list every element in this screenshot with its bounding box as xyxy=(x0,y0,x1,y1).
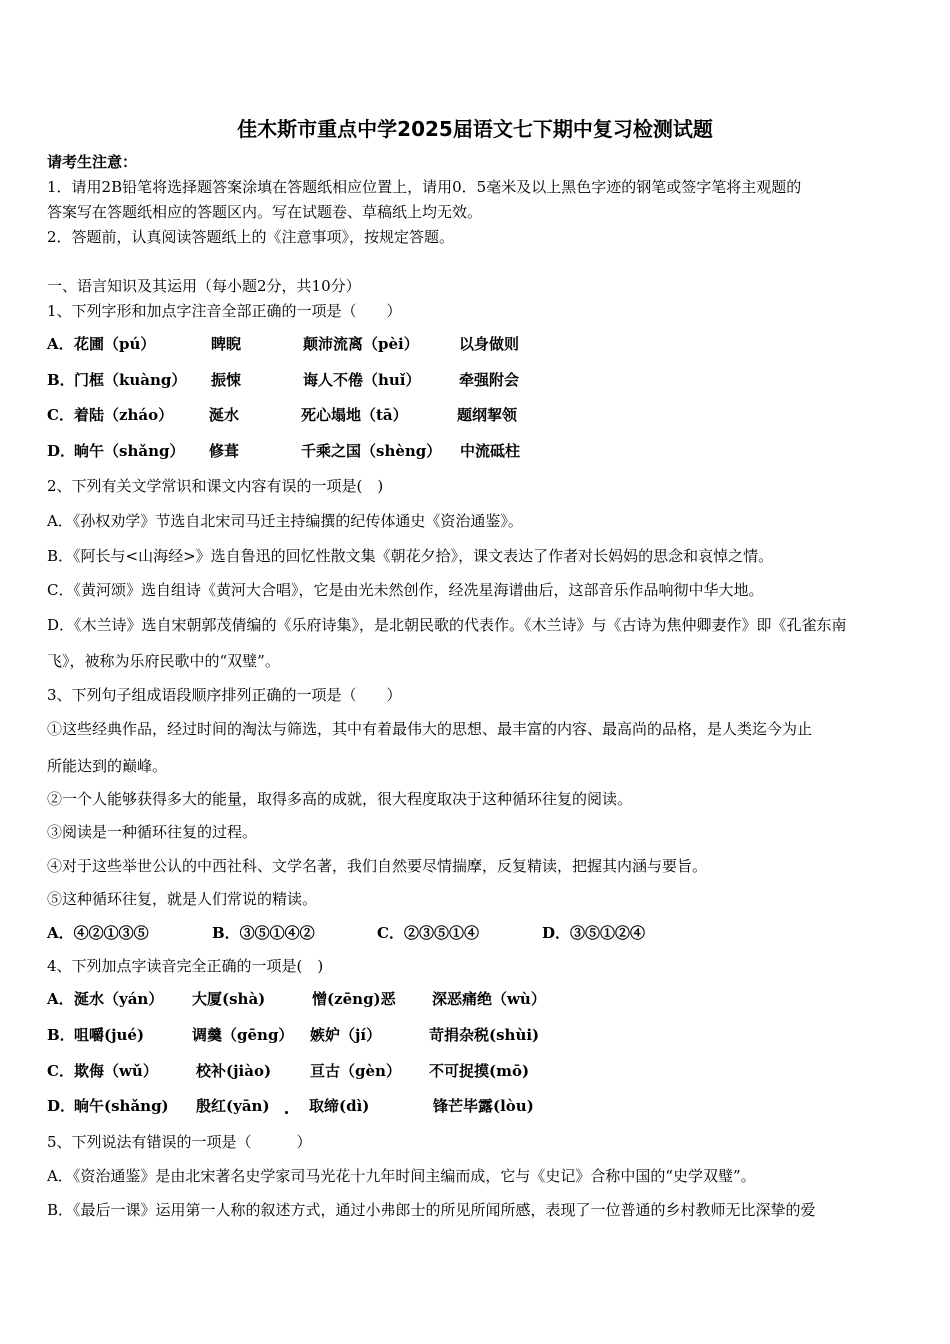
option-term: 憎(zēng)恶 xyxy=(312,990,396,1008)
option-term: 门框（kuàng） xyxy=(74,371,187,389)
sentence: 所能达到的巅峰。 xyxy=(47,757,168,775)
option-term: 亘古（gèn） xyxy=(310,1062,401,1080)
option-term: 中流砥柱 xyxy=(460,442,521,460)
option-text: 飞》，被称为乐府民歌中的“双璧”。 xyxy=(47,652,280,670)
option-term: 深恶痛绝（wù） xyxy=(432,990,546,1008)
option-term: 颠沛流离（pèi） xyxy=(303,335,419,353)
question-stem: 1、下列字形和加点字注音全部正确的一项是（ ） xyxy=(47,302,402,320)
option-term: 欺侮（wǔ） xyxy=(74,1062,158,1080)
option-choice: A．④②①③⑤ xyxy=(47,924,149,942)
option-term: 晌午（shǎng） xyxy=(74,442,185,460)
option-text: A．《资治通鉴》是由北宋著名史学家司马光花十九年时间主编而成，它与《史记》合称中国的“史学双璧”。 xyxy=(47,1167,756,1185)
option-term: 晌午(shǎng) xyxy=(74,1097,169,1115)
option-term: 千乘之国（shèng） xyxy=(301,442,442,460)
option-term: 取缔(dì) xyxy=(309,1097,370,1115)
option-text: C．《黄河颂》选自组诗《黄河大合唱》，它是由光未然创作，经冼星海谱曲后，这部音乐作品响彻中华大地。 xyxy=(47,581,764,599)
sentence: ④对于这些举世公认的中西社科、文学名著，我们自然要尽情揣摩，反复精读，把握其内涵与要旨。 xyxy=(47,857,708,875)
option-term: 死心塌地（tā） xyxy=(301,406,408,424)
option-label: D． xyxy=(47,442,76,460)
option-term: 着陆（zháo） xyxy=(74,406,174,424)
option-text: B．《最后一课》运用第一人称的叙述方式，通过小弗郎士的所见所闻所感，表现了一位普通的乡村教师无比深挚的爱 xyxy=(47,1201,816,1219)
option-label: B． xyxy=(47,371,75,389)
option-term: 调羹（gēng） xyxy=(192,1026,294,1044)
option-label: A． xyxy=(47,990,74,1008)
option-label: C． xyxy=(47,406,74,424)
question-stem: 5、下列说法有错误的一项是（ ） xyxy=(47,1133,312,1151)
section-heading: 一、语言知识及其运用（每小题2分，共10分） xyxy=(47,277,361,295)
sentence: ②一个人能够获得多大的能量，取得多高的成就，很大程度取决于这种循环往复的阅读。 xyxy=(47,790,633,808)
option-term: 不可捉摸(mō) xyxy=(429,1062,530,1080)
option-term: 涎水 xyxy=(209,406,240,424)
option-term: 修葺 xyxy=(209,442,240,460)
option-label: A． xyxy=(47,335,74,353)
notice-heading: 请考生注意： xyxy=(47,153,138,171)
option-term: 涎水（yán） xyxy=(74,990,164,1008)
option-term: 振悚 xyxy=(211,371,242,389)
option-term: 花圃（pú） xyxy=(74,335,156,353)
option-text: A．《孙权劝学》节选自北宋司马迁主持编撰的纪传体通史《资治通鉴》。 xyxy=(47,512,523,530)
notice-line: 1．请用2B铅笔将选择题答案涂填在答题纸相应位置上，请用0．5毫米及以上黑色字迹的钢笔或签字笔将主观题的 xyxy=(47,178,802,196)
option-label: B． xyxy=(47,1026,75,1044)
option-term: 锋芒毕露(lòu) xyxy=(433,1097,534,1115)
option-term: 诲人不倦（huǐ） xyxy=(303,371,421,389)
sentence: ①这些经典作品，经过时间的淘汰与筛选，其中有着最伟大的思想、最丰富的内容、最高尚的品格，是人类迄今为止 xyxy=(47,720,813,738)
option-term: 嫉妒（jí） xyxy=(310,1026,382,1044)
option-text: D．《木兰诗》选自宋朝郭茂倩编的《乐府诗集》，是北朝民歌的代表作。《木兰诗》与《古诗为焦仲卿妻作》即《孔雀东南 xyxy=(47,616,847,634)
option-label: D． xyxy=(47,1097,76,1115)
option-term: 校补(jiào) xyxy=(196,1062,272,1080)
option-label: C． xyxy=(47,1062,74,1080)
option-term: 题纲挈领 xyxy=(457,406,518,424)
sentence: ⑤这种循环往复，就是人们常说的精读。 xyxy=(47,890,318,908)
option-text: B．《阿长与<山海经>》选自鲁迅的回忆性散文集《朝花夕拾》，课文表达了作者对长妈妈的思念和哀悼之情。 xyxy=(47,547,774,565)
option-term: 以身做则 xyxy=(459,335,520,353)
option-term: 苛捐杂税(shùi) xyxy=(429,1026,540,1044)
option-term: 牵强附会 xyxy=(459,371,520,389)
question-stem: 2、下列有关文学常识和课文内容有误的一项是( ) xyxy=(47,477,384,495)
option-choice: C．②③⑤①④ xyxy=(377,924,479,942)
emphasis-dot xyxy=(285,1111,288,1114)
page-title: 佳木斯市重点中学2025届语文七下期中复习检测试题 xyxy=(237,117,713,141)
question-stem: 3、下列句子组成语段顺序排列正确的一项是（ ） xyxy=(47,686,402,704)
sentence: ③阅读是一种循环往复的过程。 xyxy=(47,823,258,841)
option-choice: D．③⑤①②④ xyxy=(542,924,646,942)
option-term: 睥睨 xyxy=(211,335,242,353)
option-term: 殷红(yān) xyxy=(196,1097,270,1115)
option-term: 咀嚼(jué) xyxy=(74,1026,145,1044)
option-term: 大厦(shà) xyxy=(192,990,266,1008)
notice-line: 答案写在答题纸相应的答题区内。写在试题卷、草稿纸上均无效。 xyxy=(47,203,483,221)
notice-line: 2．答题前，认真阅读答题纸上的《注意事项》，按规定答题。 xyxy=(47,228,455,246)
question-stem: 4、下列加点字读音完全正确的一项是( ) xyxy=(47,957,324,975)
option-choice: B．③⑤①④② xyxy=(212,924,315,942)
